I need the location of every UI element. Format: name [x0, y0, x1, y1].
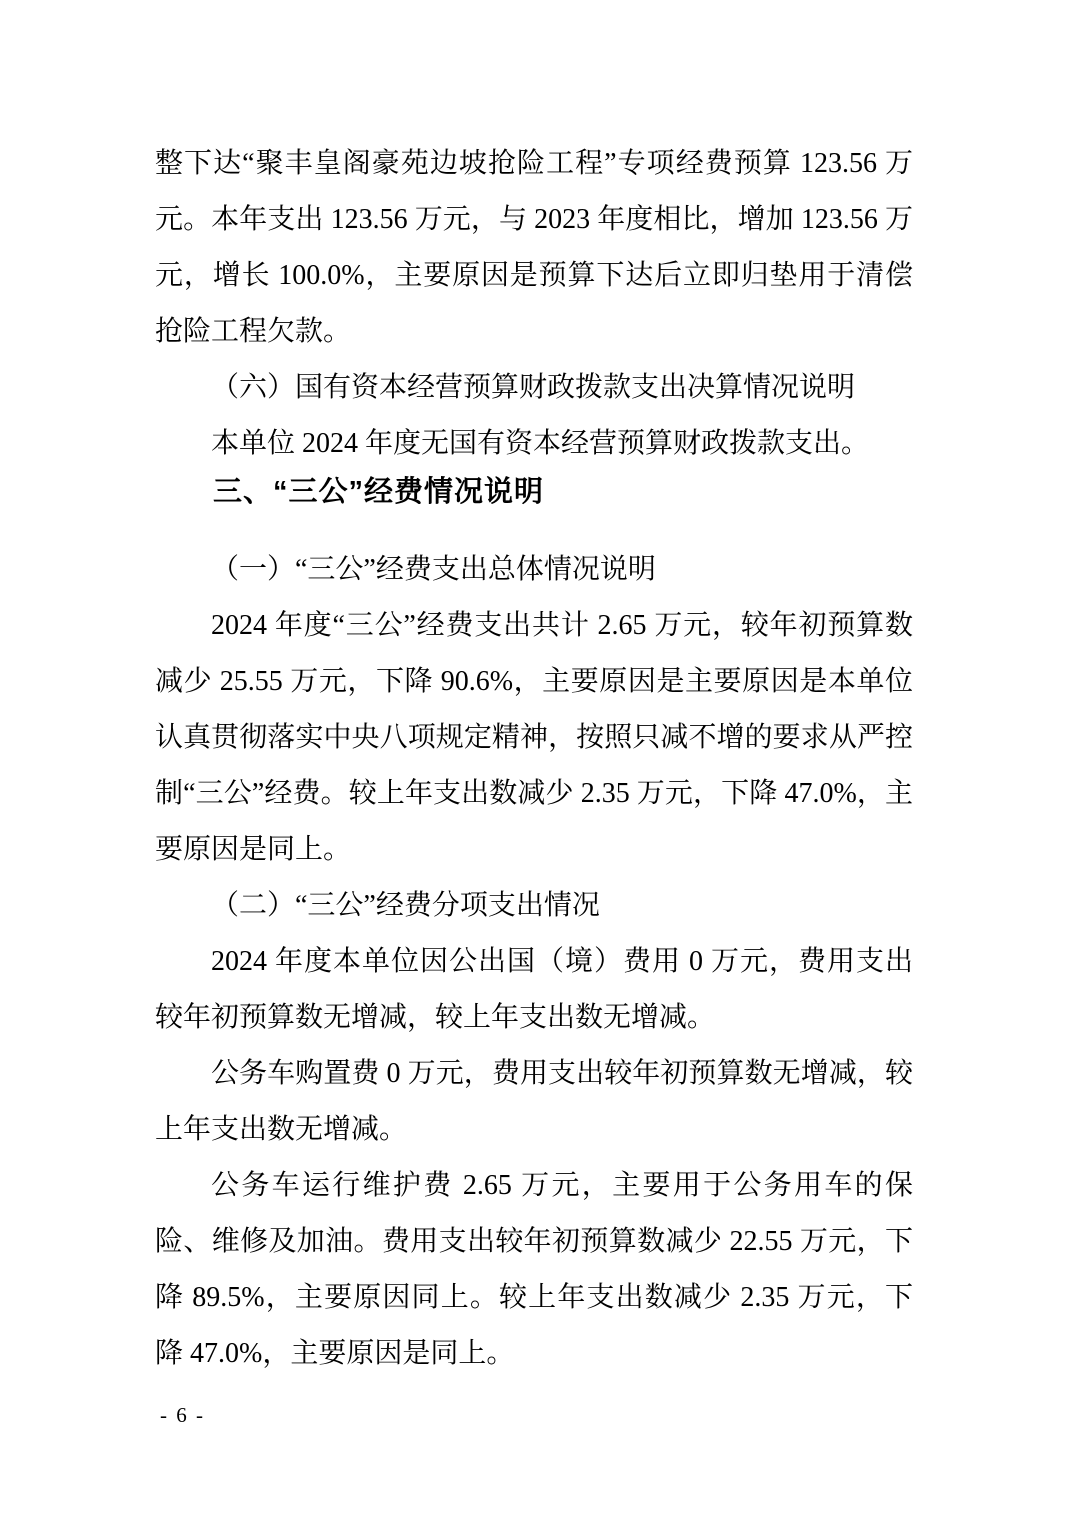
paragraph-overseas-trip-expense: 2024 年度本单位因公出国（境）费用 0 万元，费用支出较年初预算数无增减，较上年支出数无增减。: [155, 946, 913, 1033]
paragraph-vehicle-purchase-expense: 公务车购置费 0 万元，费用支出较年初预算数无增减，较上年支出数无增减。: [155, 1058, 913, 1145]
heading-subsection-one: （一）“三公”经费支出总体情况说明: [211, 554, 656, 585]
heading-subsection-six: （六）国有资本经营预算财政拨款支出决算情况说明: [211, 372, 856, 403]
paragraph-slope-rescue-project: 整下达“聚丰皇阁豪苑边坡抢险工程”专项经费预算 123.56 万元。本年支出 123.56 万元，与 2023 年度相比，增加 123.56 万元，增长 100.0%，主要原因是预算下达后立即归垫用于清偿抢险工程欠款。: [155, 148, 913, 347]
page-number: - 6 -: [160, 1403, 205, 1427]
paragraph-vehicle-maintenance-expense: 公务车运行维护费 2.65 万元，主要用于公务用车的保险、维修及加油。费用支出较年初预算数减少 22.55 万元，下降 89.5%，主要原因同上。较上年支出数减少 2.35 万元，下降 47.0%，主要原因是同上。: [155, 1170, 913, 1369]
document-content: [155, 136, 913, 1382]
heading-subsection-two: （二）“三公”经费分项支出情况: [211, 890, 600, 921]
paragraph-overall-expense: 2024 年度“三公”经费支出共计 2.65 万元，较年初预算数减少 25.55 万元，下降 90.6%，主要原因是主要原因是本单位认真贯彻落实中央八项规定精神，按照只减不增的要求从严控制“三公”经费。较上年支出数减少 2.35 万元，下降 47.0%，主要原因是同上。: [155, 610, 913, 865]
paragraph-state-capital-budget: 本单位 2024 年度无国有资本经营预算财政拨款支出。: [211, 428, 870, 459]
heading-three-public-expenses: 三、“三公”经费情况说明: [213, 476, 545, 508]
